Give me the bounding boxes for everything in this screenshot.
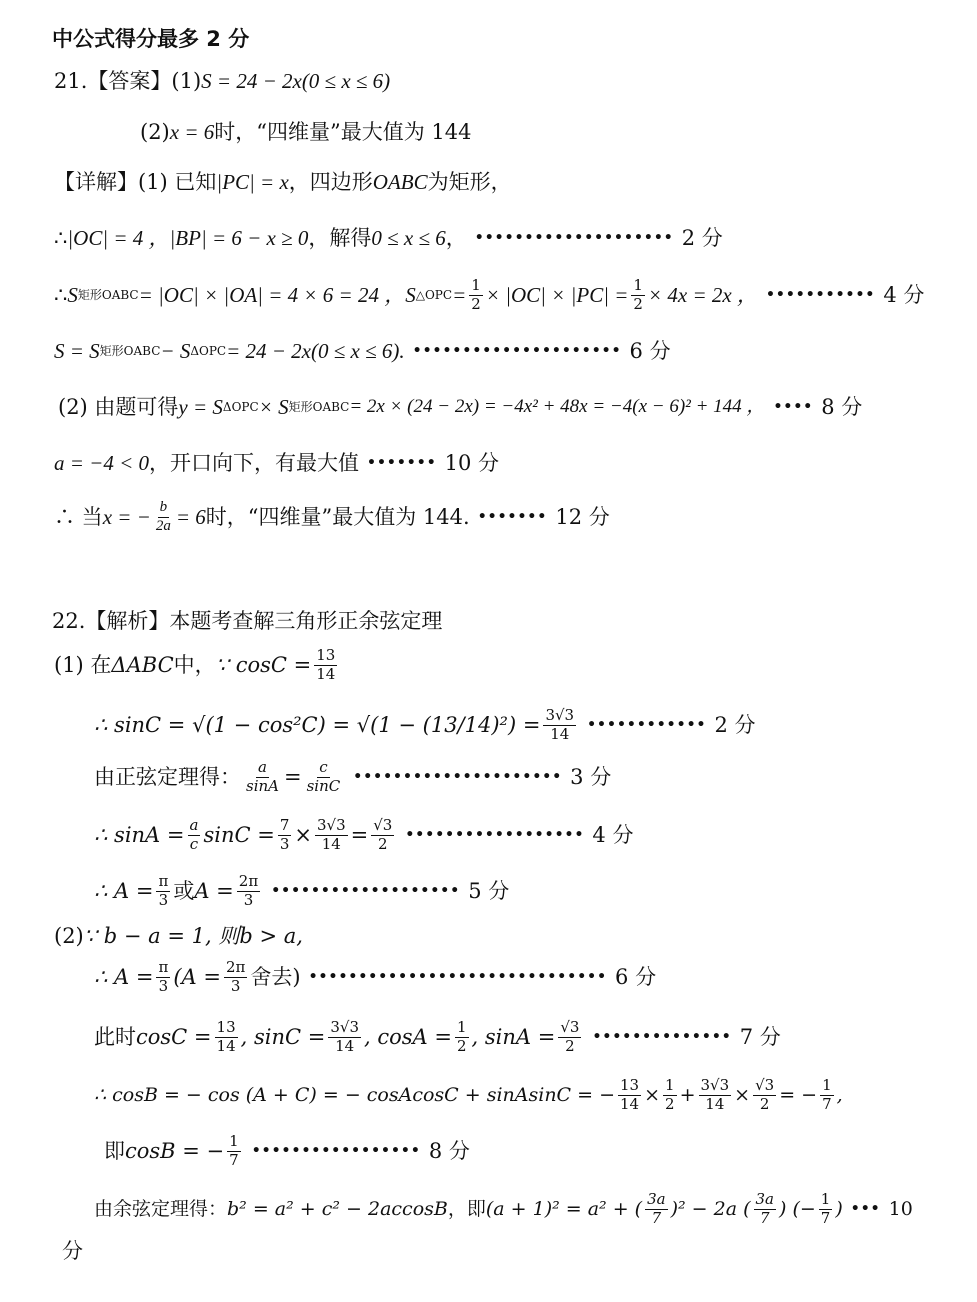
numerator: 13 bbox=[316, 646, 336, 664]
q22-step-10-math3: )² − 2a ( bbox=[670, 1197, 751, 1220]
q22-part2-line bbox=[54, 925, 303, 948]
math-s: S bbox=[405, 282, 416, 307]
numerator: √3 bbox=[755, 1076, 775, 1094]
math-s: S bbox=[67, 282, 78, 307]
subscript: 矩形OABC bbox=[99, 343, 161, 358]
denominator: 2 bbox=[759, 1094, 770, 1113]
denominator: 2 bbox=[565, 1036, 575, 1055]
q22-title: 22.【解析】本题考查解三角形正余弦定理 bbox=[52, 609, 443, 633]
fraction bbox=[663, 1078, 677, 1113]
q22-step-10-math4: ) (− bbox=[779, 1197, 816, 1220]
denominator: 2 bbox=[665, 1094, 675, 1113]
fraction bbox=[645, 1192, 668, 1227]
score-label: 4 分 bbox=[592, 822, 634, 847]
q22-part1-text: 中， bbox=[173, 652, 216, 677]
q22-part1-math: ∵ cosC = bbox=[215, 652, 312, 677]
score-label: 6 分 bbox=[629, 339, 671, 363]
score-label: 8 分 bbox=[428, 1138, 470, 1163]
q21-step-4 bbox=[58, 396, 862, 419]
q21-step-2-math: = |OC| × |OA| = 4 × 6 = 24 ， bbox=[138, 282, 406, 307]
denominator: 3 bbox=[158, 976, 169, 995]
q21-step-2-math3: × 4x = 2x ， bbox=[647, 282, 758, 307]
q22-step-8 bbox=[94, 1078, 843, 1113]
score-label: 10 bbox=[888, 1197, 913, 1220]
fraction bbox=[469, 278, 483, 313]
q22-step-3-math2: sinC = bbox=[203, 822, 275, 847]
q22-step-7-math4: , sinA = bbox=[471, 1024, 556, 1049]
q21-step-6-prefix: ∴ 当 bbox=[54, 504, 103, 529]
q21-step-4-math2: × S bbox=[258, 395, 289, 419]
q21-answer-line bbox=[54, 70, 390, 93]
numerator: 2π bbox=[238, 872, 259, 890]
score-label: 7 分 bbox=[739, 1024, 781, 1049]
equals: = bbox=[452, 282, 467, 307]
denominator: 14 bbox=[316, 664, 336, 683]
denominator: sinC bbox=[306, 776, 341, 795]
times: × bbox=[734, 1083, 751, 1106]
numerator: 3√3 bbox=[330, 1018, 359, 1036]
fraction bbox=[278, 818, 292, 853]
q21-step-2-math2: × |OC| × |PC| = bbox=[485, 282, 629, 307]
denominator: sinA bbox=[246, 776, 279, 795]
leader-dots: ••••••• bbox=[477, 508, 548, 525]
q22-step-6-math: ∴ A = bbox=[94, 964, 154, 989]
denominator: 2a bbox=[155, 517, 171, 534]
q22-step-2-text: 由正弦定理得： bbox=[94, 764, 241, 789]
q21-step-4-math: y = S bbox=[178, 395, 223, 419]
denominator: 14 bbox=[620, 1094, 640, 1113]
q21-step-5-text: ，开口向下，有最大值 bbox=[149, 451, 360, 475]
q21-step-1-text2: ， bbox=[445, 226, 467, 250]
fraction bbox=[558, 1020, 581, 1055]
score-label: 12 分 bbox=[555, 504, 610, 529]
q21-answer-2-math: x = 6 bbox=[169, 120, 215, 144]
q21-step-4-math3: = 2x × (24 − 2x) = −4x² + 48x = −4(x − 6)² + 144 ， bbox=[349, 396, 766, 418]
times: × bbox=[294, 822, 312, 847]
numerator: π bbox=[158, 872, 169, 890]
q22-step-7-math: cosC = bbox=[136, 1024, 212, 1049]
q21-step-1 bbox=[54, 227, 723, 250]
fraction bbox=[224, 960, 247, 995]
numerator: 3√3 bbox=[316, 816, 346, 834]
leader-dots: ••••••••••••••••• bbox=[251, 1142, 421, 1159]
q22-step-9-text: 即 bbox=[104, 1138, 125, 1163]
q21-step-6-math2: = 6 bbox=[175, 504, 206, 529]
leader-dots: •••••••••••••• bbox=[592, 1028, 732, 1045]
equals: = bbox=[284, 764, 302, 789]
denominator: 3 bbox=[230, 976, 241, 995]
discard-text: 舍去) bbox=[250, 964, 301, 989]
fraction bbox=[315, 818, 348, 853]
q22-step-3 bbox=[94, 818, 633, 853]
q21-step-1-math2: 0 ≤ x ≤ 6 bbox=[371, 226, 446, 250]
score-label: 3 分 bbox=[570, 764, 612, 789]
leader-dots: ••••••••••• bbox=[765, 286, 876, 303]
q22-step-10-text2: ，即 bbox=[447, 1197, 486, 1220]
denominator: 2 bbox=[633, 294, 643, 313]
fraction bbox=[455, 1020, 469, 1055]
denominator: 14 bbox=[216, 1036, 236, 1055]
q21-detail-text: ，四边形 bbox=[288, 170, 373, 194]
numerator: 1 bbox=[229, 1132, 239, 1150]
numerator: 2π bbox=[225, 958, 246, 976]
numerator: b bbox=[158, 500, 170, 518]
q21-step-1-text: ，解得 bbox=[308, 226, 372, 250]
q22-step-10-text: 由余弦定理得： bbox=[94, 1197, 228, 1220]
q22-step-10-tail: 分 bbox=[62, 1239, 83, 1263]
q21-answer-1: S = 24 − 2x(0 ≤ x ≤ 6) bbox=[201, 69, 391, 93]
q22-step-1-math: ∴ sinC = √(1 − cos²C) = √(1 − (13/14)²) = bbox=[94, 712, 541, 737]
numerator: √3 bbox=[373, 816, 393, 834]
q22-step-1 bbox=[94, 708, 756, 743]
q21-step-6-math: x = − bbox=[102, 504, 151, 529]
fraction bbox=[237, 874, 260, 909]
q22-step-10-math: b² = a² + c² − 2accosB bbox=[227, 1197, 448, 1220]
score-label: 4 分 bbox=[883, 282, 925, 307]
q22-step-7-math2: , sinC = bbox=[240, 1024, 326, 1049]
leader-dots: •••••••••••• bbox=[587, 716, 707, 733]
q22-step-9 bbox=[104, 1134, 470, 1169]
denominator: 14 bbox=[321, 834, 341, 853]
q21-answer-tag: 21.【答案】(1) bbox=[54, 69, 202, 93]
denominator: 14 bbox=[335, 1036, 355, 1055]
q21-detail-tag: 【详解】(1) 已知 bbox=[54, 170, 217, 194]
fraction bbox=[156, 960, 170, 995]
q22-step-4 bbox=[94, 874, 509, 909]
q22-step-3-math: ∴ sinA = bbox=[94, 822, 185, 847]
score-label: 10 分 bbox=[444, 451, 500, 475]
numerator: 13 bbox=[216, 1018, 236, 1036]
numerator: a bbox=[189, 816, 199, 834]
numerator: √3 bbox=[560, 1018, 580, 1036]
fraction bbox=[314, 648, 337, 683]
leader-dots: •••••••••••••••••••••••••••••• bbox=[308, 968, 608, 985]
times: × bbox=[644, 1083, 661, 1106]
denominator: 3 bbox=[243, 890, 254, 909]
q21-step-3-math3: = 24 − 2x(0 ≤ x ≤ 6). bbox=[226, 339, 405, 363]
denominator: 7 bbox=[822, 1094, 832, 1113]
denominator: 2 bbox=[456, 1036, 467, 1055]
leader-dots: •••••••••••••••••• bbox=[405, 826, 585, 843]
q21-detail-line bbox=[54, 171, 512, 194]
q21-detail-math2: OABC bbox=[372, 170, 428, 194]
q21-answer-2-line bbox=[140, 121, 471, 144]
numerator: 1 bbox=[820, 1190, 831, 1208]
q22-step-7-text: 此时 bbox=[94, 1024, 136, 1049]
denominator: 14 bbox=[705, 1094, 725, 1113]
q22-step-4-math: ∴ A = bbox=[94, 878, 154, 903]
fraction bbox=[227, 1134, 241, 1169]
subscript: 矩形OABC bbox=[288, 399, 350, 414]
q22-step-10-math5: ) bbox=[835, 1197, 843, 1220]
numerator: 3√3 bbox=[700, 1076, 730, 1094]
numerator: 1 bbox=[665, 1076, 675, 1094]
q22-step-7 bbox=[94, 1020, 781, 1055]
q21-step-3-math: S = S bbox=[54, 339, 100, 363]
fraction bbox=[819, 1192, 833, 1227]
q22-part1-prefix: (1) 在 bbox=[54, 652, 112, 677]
q22-step-2 bbox=[94, 760, 611, 795]
q22-step-10-math2: (a + 1)² = a² + ( bbox=[485, 1197, 643, 1220]
denominator: 2 bbox=[471, 294, 481, 313]
subscript: △OPC bbox=[415, 287, 453, 302]
numerator: a bbox=[258, 758, 267, 776]
denominator: 7 bbox=[651, 1208, 662, 1227]
leader-dots: •••• bbox=[773, 398, 814, 415]
q22-step-6 bbox=[94, 960, 656, 995]
q21-detail-math: |PC| = x bbox=[216, 170, 289, 194]
fraction bbox=[305, 760, 343, 795]
equals: = bbox=[350, 822, 369, 847]
q22-step-10 bbox=[94, 1192, 913, 1227]
fraction bbox=[188, 818, 201, 853]
q22-step-8-math: ∴ cosB = − cos (A + C) = − cosAcosC + sinAsinC = − bbox=[94, 1083, 616, 1106]
fraction bbox=[753, 1078, 776, 1113]
q21-step-4-text: (2) 由题可得 bbox=[58, 395, 179, 419]
denominator: 3 bbox=[158, 890, 169, 909]
q21-answer-2-text: 时，“四维量”最大值为 144 bbox=[214, 120, 472, 144]
numerator: 7 bbox=[279, 816, 290, 834]
numerator: 1 bbox=[471, 276, 481, 294]
plus: + bbox=[679, 1083, 696, 1106]
denominator: 3 bbox=[279, 834, 290, 853]
q22-triangle: ΔABC bbox=[111, 652, 174, 677]
q21-step-6 bbox=[54, 500, 610, 535]
score-label: 5 分 bbox=[468, 878, 510, 903]
therefore-symbol: ∴ bbox=[54, 282, 68, 307]
therefore-symbol: ∴ bbox=[54, 226, 68, 250]
q21-step-5 bbox=[54, 452, 499, 475]
leader-dots: ••• bbox=[850, 1200, 881, 1217]
fraction bbox=[618, 1078, 641, 1113]
fraction bbox=[156, 874, 170, 909]
fraction bbox=[699, 1078, 732, 1113]
score-label: 2 分 bbox=[714, 712, 756, 737]
subscript: 矩形OABC bbox=[77, 287, 139, 302]
fraction bbox=[631, 278, 645, 313]
score-label: 2 分 bbox=[681, 226, 723, 250]
q22-step-6-math2: (A = bbox=[173, 964, 221, 989]
q22-part1-line bbox=[54, 648, 340, 683]
score-label: 6 分 bbox=[615, 964, 657, 989]
fraction bbox=[820, 1078, 834, 1113]
numerator: 3a bbox=[755, 1190, 774, 1208]
denominator: 14 bbox=[550, 724, 570, 743]
numerator: 1 bbox=[456, 1018, 467, 1036]
q21-step-1-math: |OC| = 4 ，|BP| = 6 − x ≥ 0 bbox=[67, 226, 309, 250]
score-label: 8 分 bbox=[821, 395, 863, 419]
q21-step-2 bbox=[54, 278, 924, 313]
q22-step-7-math3: , cosA = bbox=[364, 1024, 452, 1049]
numerator: 3a bbox=[647, 1190, 666, 1208]
leader-dots: ••••••••••••••••••••• bbox=[353, 768, 563, 785]
fraction bbox=[543, 708, 576, 743]
numerator: 13 bbox=[620, 1076, 640, 1094]
numerator: π bbox=[158, 958, 169, 976]
q22-part2-math: ∵ b − a = 1, 则b > a, bbox=[83, 924, 303, 948]
q21-step-3-math2: − S bbox=[160, 339, 191, 363]
denominator: c bbox=[189, 834, 199, 853]
equals: = − bbox=[779, 1083, 818, 1106]
fraction bbox=[215, 1020, 238, 1055]
subscript: ΔOPC bbox=[222, 399, 259, 414]
leader-dots: •••••••••••••••••••• bbox=[474, 229, 674, 246]
fraction bbox=[154, 500, 173, 535]
q22-part2-prefix: (2) bbox=[54, 924, 84, 948]
fraction bbox=[754, 1192, 777, 1227]
leader-dots: ••••••••••••••••••• bbox=[271, 882, 461, 899]
numerator: 1 bbox=[633, 276, 643, 294]
q22-step-9-math: cosB = − bbox=[125, 1138, 225, 1163]
fraction bbox=[371, 818, 394, 853]
section-header: 中公式得分最多 2 分 bbox=[52, 27, 250, 51]
q21-step-3 bbox=[54, 340, 671, 363]
numerator: 1 bbox=[822, 1076, 832, 1094]
numerator: 3√3 bbox=[545, 706, 575, 724]
leader-dots: ••••••••••••••••••••• bbox=[412, 342, 622, 359]
subscript: ΔOPC bbox=[190, 343, 227, 358]
denominator: 2 bbox=[378, 834, 388, 853]
comma: , bbox=[836, 1083, 843, 1106]
or-text: 或 bbox=[173, 878, 195, 903]
q21-answer-2-prefix: (2) bbox=[140, 120, 170, 144]
fraction bbox=[328, 1020, 361, 1055]
denominator: 7 bbox=[229, 1150, 239, 1169]
numerator: c bbox=[319, 758, 328, 776]
fraction bbox=[244, 760, 281, 795]
q22-step-4-math2: A = bbox=[194, 878, 234, 903]
leader-dots: ••••••• bbox=[367, 454, 437, 471]
denominator: 7 bbox=[820, 1208, 831, 1227]
q21-detail-text2: 为矩形， bbox=[427, 170, 512, 194]
denominator: 7 bbox=[759, 1208, 770, 1227]
q21-step-6-text: 时，“四维量”最大值为 144. bbox=[205, 504, 470, 529]
q21-step-5-math: a = −4 < 0 bbox=[54, 451, 150, 475]
